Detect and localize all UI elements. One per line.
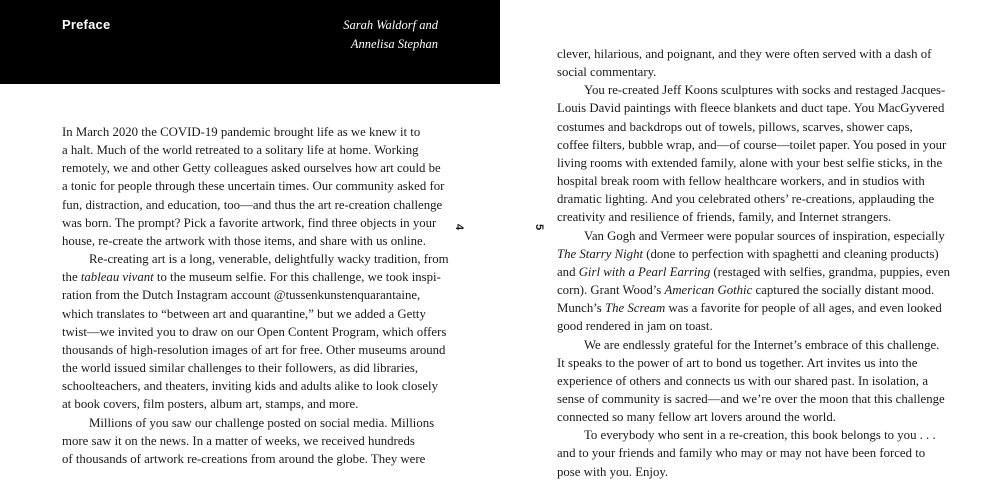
text-line: was born. The prompt? Pick a favorite artwork, find three objects in your [62, 215, 437, 230]
text-run: (done to perfection with spaghetti and cleaning products) [643, 246, 939, 261]
text-line: In March 2020 the COVID-19 pandemic brought life as we knew it to [62, 125, 421, 139]
text-run: to the museum selfie. For this challenge, we took inspi- [153, 270, 441, 285]
author-line-2: Annelisa Stephan [350, 37, 438, 51]
text-line: Millions of you saw our challenge posted on social media. Millions [89, 415, 435, 430]
text-line: at book covers, film posters, album art, stamps, and more. [62, 397, 359, 412]
text-line: We are endlessly grateful for the Internet’s embrace of this challenge. [584, 337, 940, 352]
text-line: living rooms with extended family, alone with your best selfie sticks, in the [557, 155, 943, 170]
text-line: pose with you. Enjoy. [557, 464, 669, 479]
text-line: dramatic lighting. And you celebrated others’ re-creations, applauding the [557, 192, 935, 207]
text-line: a tonic for people through these uncertain times. Our community asked for [62, 179, 445, 194]
text-line: good rendered in jam on toast. [557, 319, 713, 334]
text-line [62, 268, 446, 286]
text-line: It speaks to the power of art to bond us together. Art invites us into the [557, 355, 918, 370]
right-page-body [557, 45, 951, 481]
text-line: sense of community is sacred—and we’re over the moon that this challenge [557, 391, 945, 406]
page-number-right: 5 [533, 223, 546, 231]
text-line: You re-created Jeff Koons sculptures with socks and restaged Jacques- [584, 83, 946, 98]
text-line: connected so many fellow art lovers around the world. [557, 410, 836, 425]
text-line: experience of others and connects us with our shared past. In isolation, a [557, 373, 928, 388]
text-line: thousands of high-resolution images of art for free. Other museums around [62, 342, 446, 357]
text-line: creativity and resilience of friends, family, and Internet strangers. [557, 210, 892, 225]
left-page-body [62, 123, 449, 468]
italic-title: American Gothic [664, 283, 753, 298]
author-byline [343, 16, 438, 54]
text-line: To everybody who sent in a re-creation, this book belongs to you . . . [584, 428, 936, 443]
page-number-left: 4 [453, 223, 466, 231]
section-title: Preface [62, 17, 111, 32]
text-line: and to your friends and family who may or may not have been forced to [557, 446, 926, 461]
text-line: schoolteachers, and theaters, inviting kids and adults alike to look closely [62, 379, 438, 394]
text-line: which translates to “between art and quarantine,” but we added a Getty [62, 306, 426, 321]
author-line-1: Sarah Waldorf and [343, 18, 438, 32]
italic-title: Girl with a Pearl Earring [578, 264, 711, 279]
text-line: Re-creating art is a long, venerable, delightfully wacky tradition, from [89, 252, 449, 267]
text-run: was a favorite for people of all ages, and even looked [665, 301, 942, 316]
text-line [557, 299, 941, 317]
italic-title: The Scream [605, 301, 666, 316]
text-line: Louis David paintings with fleece blankets and duct tape. You MacGyvered [557, 101, 945, 116]
text-line: of thousands of artwork re-creations from around the globe. They were [62, 451, 426, 466]
text-line: hospital break room with fellow healthcare workers, and in studios with [557, 174, 925, 189]
header-band [0, 0, 500, 84]
text-line: fun, distraction, and education, too—and thus the art re-creation challenge [62, 197, 443, 212]
text-line: twist—we invited you to draw on our Open Content Program, which offers [62, 324, 447, 339]
text-line [557, 263, 951, 281]
text-run: the [62, 270, 81, 285]
italic-title: The Starry Night [557, 246, 644, 261]
text-line: costumes and backdrops out of towels, pillows, scarves, shower caps, [557, 119, 913, 134]
text-line: remotely, we and other Getty colleagues asked ourselves how art could be [62, 161, 441, 176]
text-line: more saw it on the news. In a matter of weeks, we received hundreds [62, 433, 415, 448]
text-line: Van Gogh and Vermeer were popular sources of inspiration, especially [584, 228, 945, 243]
text-line: ration from the Dutch Instagram account @tussenkunstenquarantaine, [62, 288, 421, 303]
text-line: a halt. Much of the world retreated to a solitary life at home. Working [62, 143, 419, 158]
text-run: (restaged with selfies, grandma, puppies, even [710, 264, 951, 279]
text-line: the world issued similar challenges to their followers, as did libraries, [62, 361, 419, 376]
text-run: captured the socially distant mood. [752, 283, 935, 298]
text-run: and [557, 264, 579, 279]
text-line: social commentary. [557, 65, 657, 80]
text-line: coffee filters, bubble wrap, and—of course—toilet paper. You posed in your [557, 137, 947, 152]
text-line: house, re-create the artwork with those items, and share with us online. [62, 233, 426, 248]
text-line [557, 245, 941, 263]
italic-title: tableau vivant [80, 270, 154, 285]
text-line: clever, hilarious, and poignant, and they were often served with a dash of [557, 47, 932, 61]
text-run: corn). Grant Wood’s [557, 283, 665, 298]
text-run: Munch’s [557, 301, 605, 316]
text-line [557, 281, 941, 299]
